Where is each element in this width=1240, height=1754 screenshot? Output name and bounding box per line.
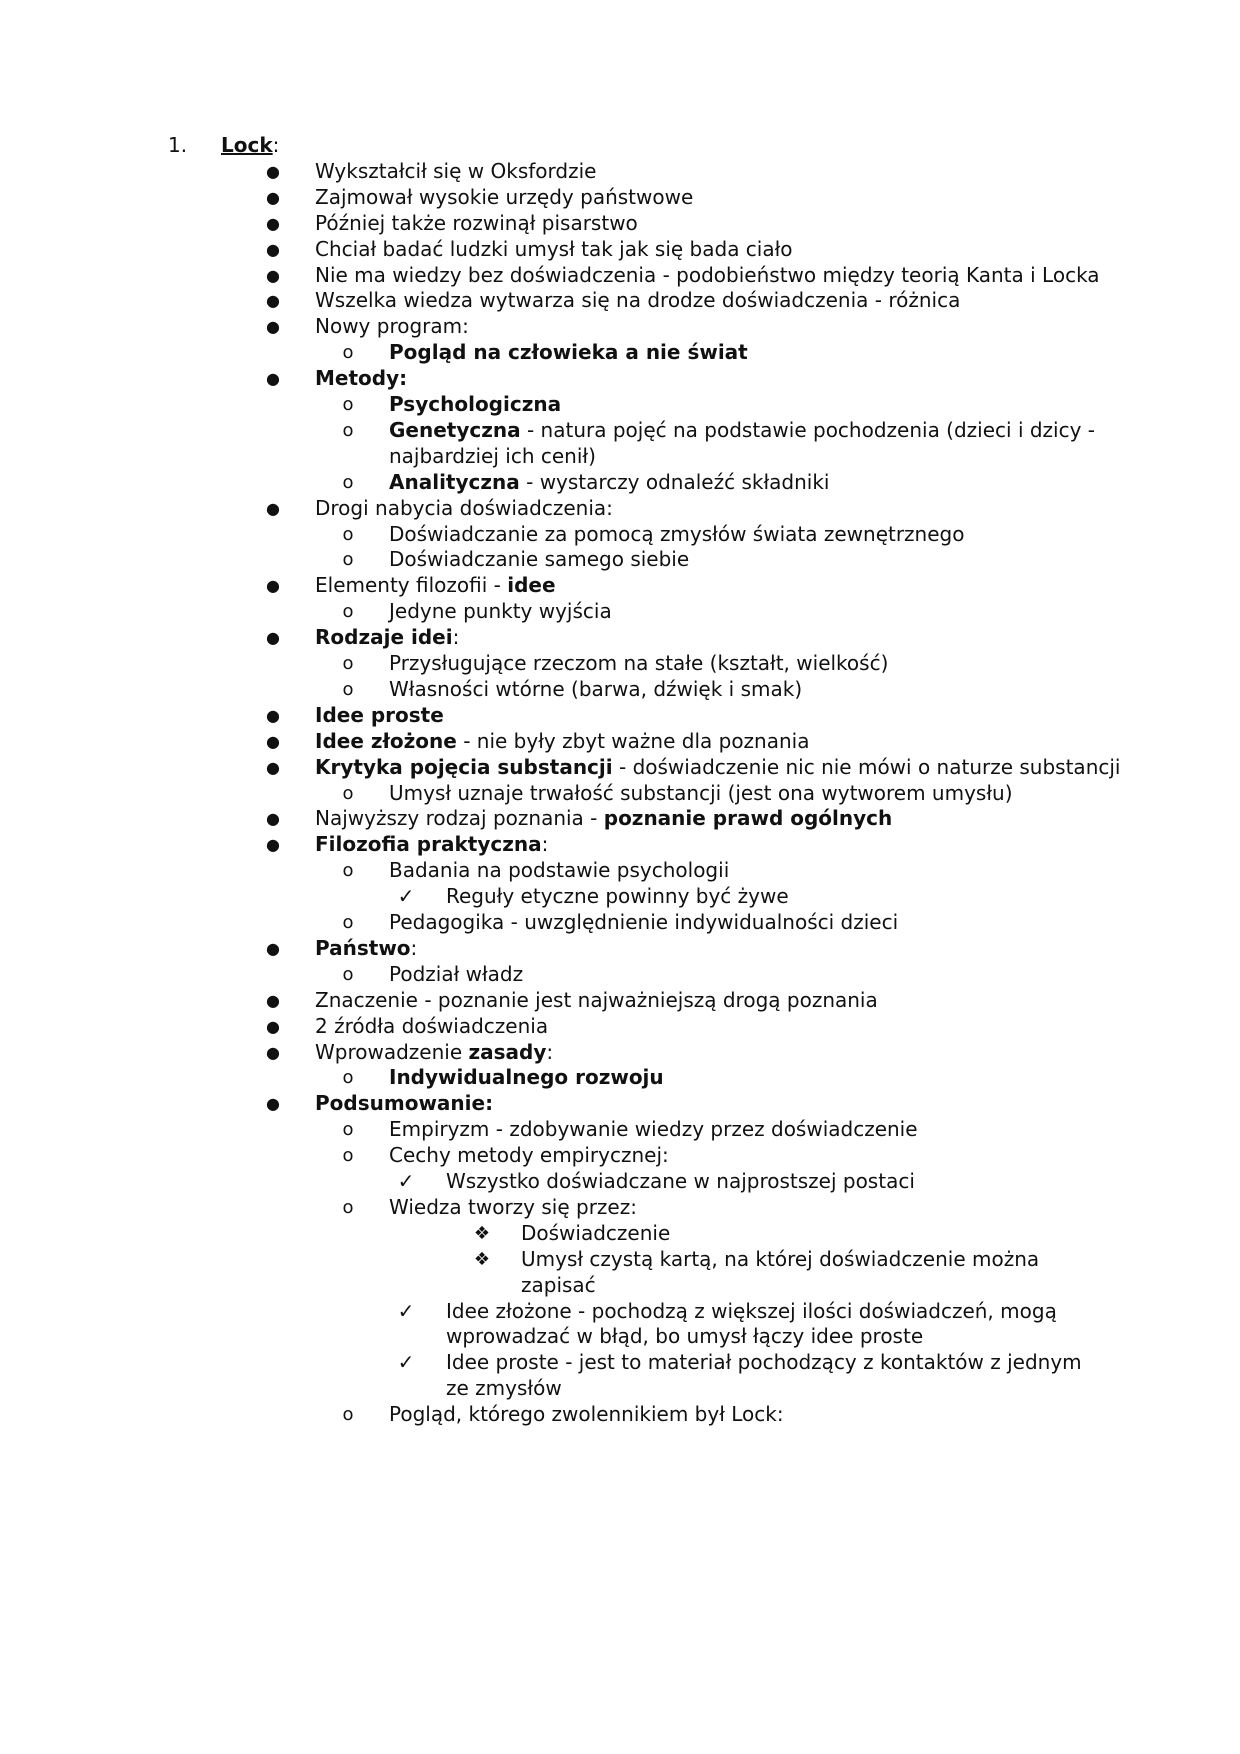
diamond-bullet-icon: ❖ [473,1248,491,1270]
document-line [0,1271,1240,1300]
circle-bullet-icon: o [342,912,354,933]
circle-bullet-icon: o [342,1404,354,1426]
text-segment: Doświadczanie za pomocą zmysłów świata zewnętrznego [389,521,965,546]
document-line [0,908,1240,937]
text-segment: Chciał badać ludzki umysł tak jak się bada ciało [315,236,793,261]
text-segment: Doświadczenie [521,1220,671,1245]
checkmark-icon: ✓ [397,1169,415,1193]
line-text [315,1038,553,1067]
document-line [0,727,1240,756]
text-segment: Doświadczanie samego siebie [389,547,690,572]
line-text [389,416,1095,445]
checkmark-icon: ✓ [397,1298,415,1323]
line-text [389,908,898,937]
text-segment: Najwyższy rodzaj poznania - [315,806,604,831]
document-line [0,1115,1240,1144]
text-segment: : [546,1039,554,1064]
document-line [0,1089,1240,1118]
line-text [315,830,548,859]
circle-bullet-icon: o [342,782,354,804]
text-segment: Jedyne punkty wyjścia [389,599,612,624]
document-line [0,779,1240,808]
line-text [389,960,523,989]
bullet-icon: ● [266,498,280,518]
circle-bullet-icon: o [342,653,354,674]
document-line [0,986,1240,1015]
document-line [0,1374,1240,1403]
document-line [0,1297,1240,1326]
text-segment: Wszystko doświadczane w najprostszej postaci [446,1169,915,1193]
bold-text-segment: Krytyka pojęcia substancji [315,754,613,779]
line-text [446,1167,915,1196]
document-line [0,209,1240,238]
bold-text-segment: poznanie prawd ogólnych [603,806,893,831]
circle-bullet-icon: o [342,471,354,493]
document-line [0,183,1240,212]
document-line [0,338,1240,367]
line-text [389,545,689,574]
text-segment: Wszelka wiedza wytwarza się na drodze doświadczenia - różnica [315,288,961,313]
circle-bullet-icon: o [342,1196,354,1218]
bullet-icon: ● [266,835,280,855]
text-segment: : [272,133,280,157]
document-line [0,1193,1240,1222]
line-text [446,1374,562,1403]
line-text [315,986,878,1015]
text-segment: Wprowadzenie [315,1039,469,1064]
circle-bullet-icon: o [342,601,354,623]
line-text [315,157,596,186]
text-segment: Nie ma wiedzy bez doświadczenia - podobieństwo między teorią Kanta i Locka [315,262,1100,287]
bullet-icon: ● [266,1042,280,1062]
text-segment: Idee złożone - pochodzą z większej ilości doświadczeń, mogą [446,1298,1057,1323]
document-line [0,830,1240,859]
line-text [315,183,693,212]
line-text [315,571,556,600]
circle-bullet-icon: o [342,419,354,441]
line-text [315,623,459,652]
document-line [0,390,1240,419]
bullet-icon: ● [266,369,280,389]
line-text [389,1141,669,1170]
bold-text-segment: Psychologiczna [389,392,562,416]
text-segment: najbardziej ich cenił) [389,443,596,468]
text-segment: - nie były zbyt ważne dla poznania [456,728,810,753]
document-line [0,856,1240,885]
text-segment: Wiedza tworzy się przez: [389,1194,637,1219]
document-line [0,1400,1240,1429]
text-segment: Zajmował wysokie urzędy państwowe [315,184,694,209]
bullet-icon: ● [266,291,280,311]
bold-text-segment: zasady [468,1039,547,1064]
document-line [0,649,1240,678]
document-line [0,597,1240,626]
checkmark-icon: ✓ [397,1350,415,1375]
text-segment: Przysługujące rzeczom na stałe (kształt, wielkość) [389,651,889,675]
bold-text-segment: Analityczna [389,469,520,494]
document-line [0,753,1240,782]
bullet-icon: ● [266,265,280,285]
bullet-icon: ● [266,731,280,751]
bullet-icon: ● [266,757,280,777]
text-segment: Cechy metody empirycznej: [389,1143,669,1168]
document-line [0,1012,1240,1041]
line-text [315,1089,493,1118]
line-text [389,468,829,497]
circle-bullet-icon: o [342,860,354,882]
text-segment: Drogi nabycia doświadczenia: [315,495,613,520]
text-segment: Umysł uznaje trwałość substancji (jest ona wytworem umysłu) [389,780,1013,805]
document-line [0,364,1240,393]
bold-text-segment: Lock [221,133,273,157]
text-segment: Podział władz [389,961,524,986]
line-text [389,779,1013,808]
checkmark-icon: ✓ [397,884,415,909]
line-text [389,649,888,678]
document-line [0,545,1240,574]
document-line [0,312,1240,341]
document-line [0,934,1240,963]
document-line [0,131,1240,160]
line-text [315,934,417,963]
line-text [389,520,964,549]
bold-text-segment: idee [507,573,556,598]
line-text [315,1012,548,1041]
bullet-icon: ● [266,990,280,1010]
document-line [0,1141,1240,1170]
line-text [389,597,612,626]
bullet-icon: ● [266,628,280,648]
bullet-icon: ● [266,938,280,958]
text-segment: : [452,625,460,650]
document-line [0,623,1240,652]
text-segment: Empiryzm - zdobywanie wiedzy przez doświadczenie [389,1117,918,1142]
bullet-icon: ● [266,187,280,207]
document-line [0,1167,1240,1196]
document-line [0,286,1240,315]
document-line [0,468,1240,497]
text-segment: - doświadczenie nic nie mówi o naturze substancji [612,754,1121,779]
line-text [315,261,1100,290]
text-segment: Idee proste - jest to materiał pochodzący z kontaktów z jednym [446,1350,1082,1375]
text-segment: Wykształcił się w Oksfordzie [315,158,597,183]
bullet-icon: ● [266,1094,280,1114]
document-line [0,416,1240,445]
document-line [0,442,1240,471]
circle-bullet-icon: o [342,678,354,700]
text-segment: - wystarczy odnaleźć składniki [519,469,830,494]
bullet-icon: ● [266,576,280,596]
bold-text-segment: Idee proste [315,702,444,727]
document-line [0,520,1240,549]
document-line [0,960,1240,989]
line-text [315,364,407,393]
document-line [0,1038,1240,1067]
line-text [221,131,279,160]
line-text [315,209,638,238]
document-line [0,494,1240,523]
bullet-icon: ● [266,161,280,181]
bullet-icon: ● [266,1016,280,1036]
line-text [315,494,613,523]
bullet-icon: ● [266,239,280,259]
document-line [0,701,1240,730]
line-text [521,1271,596,1300]
bold-text-segment: Państwo [315,935,411,960]
line-text [315,804,892,833]
bold-text-segment: Podsumowanie: [315,1091,494,1116]
line-text [521,1245,1039,1274]
document-line [0,571,1240,600]
line-text [446,882,789,911]
circle-bullet-icon: o [342,342,354,364]
bold-text-segment: Idee złożone [315,728,457,753]
text-segment: 2 źródła doświadczenia [315,1013,549,1038]
line-text [446,1297,1057,1326]
line-text [389,1400,784,1429]
document-line [0,1245,1240,1274]
circle-bullet-icon: o [342,1145,354,1167]
text-segment: : [410,935,418,960]
bullet-icon: ● [266,317,280,337]
text-segment: Później także rozwinął pisarstwo [315,210,638,235]
line-text [446,1322,923,1351]
text-segment: Pogląd, którego zwolennikiem był Lock: [389,1402,784,1427]
line-text [389,442,596,471]
line-text [389,1115,918,1144]
circle-bullet-icon: o [342,549,354,571]
line-text [315,727,809,756]
bullet-icon: ● [266,705,280,725]
document-line [0,882,1240,911]
document-line [0,235,1240,264]
document-line [0,804,1240,833]
text-segment: Umysł czystą kartą, na której doświadczenie można [521,1246,1040,1271]
text-segment: wprowadzać w błąd, bo umysł łączy idee proste [446,1324,924,1349]
text-segment: Elementy filozofii - [315,573,508,598]
text-segment: Pedagogika - uwzględnienie indywidualności dzieci [389,910,899,934]
bold-text-segment: Indywidualnego rozwoju [389,1065,664,1090]
diamond-bullet-icon: ❖ [473,1222,491,1244]
line-text [389,856,729,885]
document-line [0,675,1240,704]
text-segment: Znaczenie - poznanie jest najważniejszą drogą poznania [315,987,878,1012]
text-segment: Reguły etyczne powinny być żywe [446,884,789,909]
text-segment: ze zmysłów [446,1376,562,1401]
text-segment: Nowy program: [315,314,469,339]
text-segment: Badania na podstawie psychologii [389,858,730,883]
bold-text-segment: Pogląd na człowieka a nie świat [389,340,748,365]
circle-bullet-icon: o [342,523,354,545]
line-text [446,1348,1082,1377]
line-text [389,1193,637,1222]
line-text [389,675,802,704]
bullet-icon: ● [266,809,280,829]
line-text [315,312,469,341]
circle-bullet-icon: o [342,1067,354,1089]
text-segment: : [541,832,549,857]
line-text [315,286,960,315]
list-number: 1. [168,133,188,157]
line-text [315,701,444,730]
document-line [0,157,1240,186]
circle-bullet-icon: o [342,394,354,415]
line-text [389,1063,664,1092]
document-line [0,1322,1240,1351]
document-line [0,1348,1240,1377]
bullet-icon: ● [266,213,280,233]
circle-bullet-icon: o [342,1119,354,1141]
line-text [389,338,748,367]
document-line [0,1063,1240,1092]
line-text [521,1219,670,1248]
bold-text-segment: Filozofia praktyczna [315,832,542,857]
line-text [315,753,1120,782]
bold-text-segment: Genetyczna [389,417,521,442]
text-segment: zapisać [521,1272,596,1297]
bold-text-segment: Metody: [315,366,408,391]
text-segment: - natura pojęć na podstawie pochodzenia (dzieci i dzicy - [520,417,1096,442]
line-text [389,390,561,419]
bold-text-segment: Rodzaje idei [315,625,453,650]
document-line [0,261,1240,290]
circle-bullet-icon: o [342,963,354,985]
text-segment: Własności wtórne (barwa, dźwięk i smak) [389,676,803,701]
document-line [0,1219,1240,1248]
line-text [315,235,793,264]
